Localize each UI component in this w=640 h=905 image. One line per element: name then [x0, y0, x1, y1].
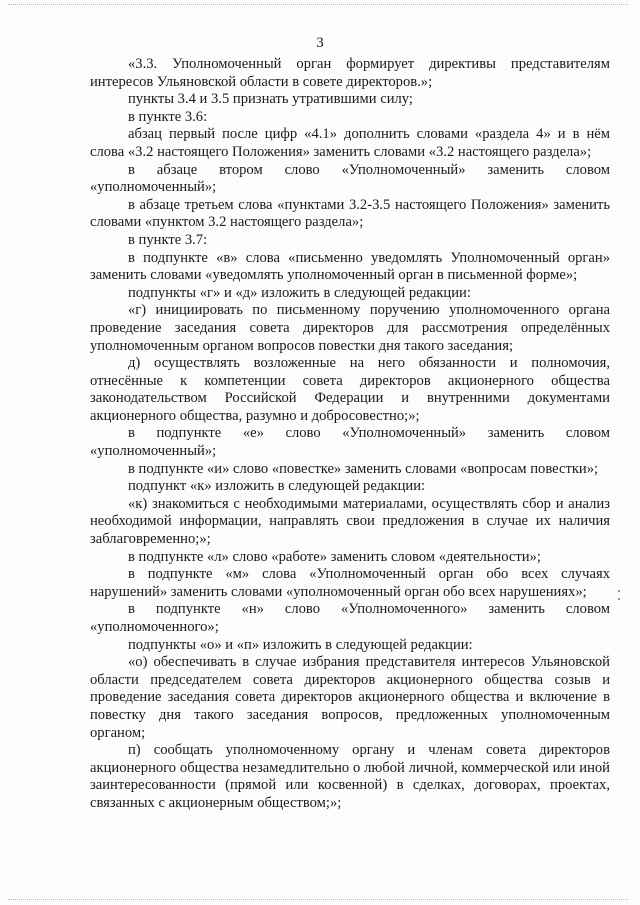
document-body	[90, 56, 610, 813]
paragraph-3-3-quote: «3.3. Уполномоченный орган формирует директивы представителям интересов Ульяновской области в совете директоров.»;	[90, 56, 610, 90]
paragraph-subpoints-g-d: подпункты «г» и «д» изложить в следующей редакции:	[128, 284, 471, 301]
paragraph-point-3-7: в пункте 3.7:	[128, 231, 208, 248]
paragraph-abzac-third: в абзаце третьем слова «пунктами 3.2-3.5 настоящего Положения» заменить словами «пунктом 3.2 настоящего раздела»;	[90, 196, 610, 231]
scan-edge-top	[8, 4, 628, 6]
scan-speck	[618, 590, 620, 592]
paragraph-points-3-4-3-5: пункты 3.4 и 3.5 признать утратившими силу;	[128, 91, 413, 108]
paragraph-g-text: «г) инициировать по письменному поручению уполномоченного органа проведение заседания совета директоров для рассмотрения определённых уполномоченным органом вопросов повестки дня такого заседания;	[90, 302, 610, 354]
paragraph-abzac-second: в абзаце втором слово «Уполномоченный» заменить словом «уполномоченный»;	[90, 161, 610, 196]
paragraph-p-text: п) сообщать уполномоченному органу и членам совета директоров акционерного общества незамедлительно о любой личной, коммерческой или иной заинтересованности (прямой или косвенной) в сделках, договорах, проектах, связанных с акционерным обществом;»;	[90, 742, 610, 811]
paragraph-subpoint-i: в подпункте «и» слово «повестке» заменить словами «вопросам повестки»;	[128, 460, 599, 477]
paragraph-subpoints-o-p: подпункты «о» и «п» изложить в следующей редакции:	[128, 636, 473, 653]
paragraph-abzac-first: абзац первый после цифр «4.1» дополнить словами «раздела 4» и в нём слова «3.2 настоящего Положения» заменить словами «3.2 настоящего раздела»;	[90, 126, 610, 160]
paragraph-subpoint-n: в подпункте «н» слово «Уполномоченного» заменить словом «уполномоченного»;	[90, 601, 610, 635]
paragraph-subpoint-k: подпункт «к» изложить в следующей редакции:	[128, 478, 426, 495]
paragraph-k-text: «к) знакомиться с необходимыми материалами, осуществлять сбор и анализ необходимой информации, направлять свои предложения в случае их наличия заблаговременно;»;	[90, 495, 610, 548]
scan-speck	[618, 598, 620, 600]
paragraph-point-3-6: в пункте 3.6:	[128, 108, 208, 125]
paragraph-subpoint-e: в подпункте «е» слово «Уполномоченный» заменить словом «уполномоченный»;	[90, 425, 610, 460]
paragraph-d-text: д) осуществлять возложенные на него обязанности и полномочия, отнесённые к компетенции совета директоров акционерного общества законодательством Российской Федерации и внутренними документами акционерного общества, разумно и добросовестно;»;	[90, 355, 610, 424]
paragraph-o-text: «о) обеспечивать в случае избрания представителя интересов Ульяновской области председателем совета директоров акционерного общества созыв и проведение заседания совета директоров акционерного общества и включение в повестку дня такого заседания вопросов, предложенных уполномоченным органом;	[90, 654, 610, 741]
scan-edge-bottom	[8, 899, 628, 901]
paragraph-subpoint-m: в подпункте «м» слова «Уполномоченный орган обо всех случаях нарушений» заменить словами «уполномоченный орган обо всех нарушениях»;	[90, 566, 610, 600]
paragraph-subpoint-l: в подпункте «л» слово «работе» заменить словом «деятельности»;	[128, 548, 541, 565]
page-number: 3	[316, 35, 324, 51]
paragraph-subpoint-v: в подпункте «в» слова «письменно уведомлять Уполномоченный орган» заменить словами «уведомлять уполномоченный орган в письменной форме»;	[90, 249, 610, 284]
